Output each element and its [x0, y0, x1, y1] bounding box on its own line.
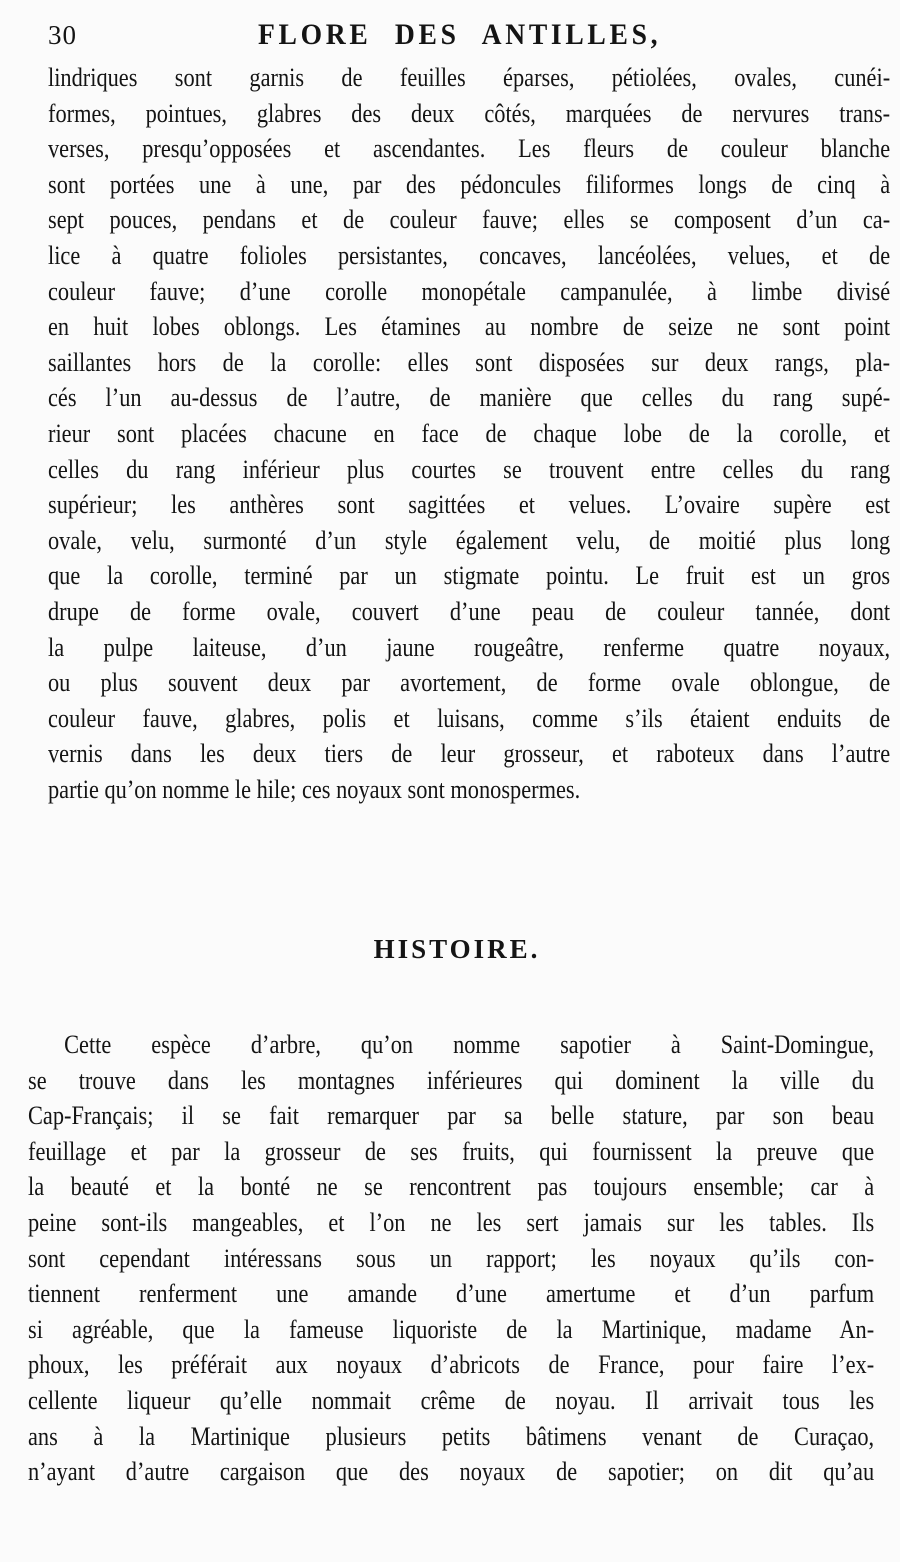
text-line: lindriques sont garnis de feuilles éparses, pétiolées, ovales, cunéi-	[48, 63, 891, 92]
text-line: ou plus souvent deux par avortement, de forme ovale oblongue, de	[48, 668, 891, 698]
text-line: phoux, les préférait aux noyaux d’abricots de France, pour faire l’ex-	[28, 1350, 875, 1380]
text-line: supérieur; les anthères sont sagittées et velues. L’ovaire supère est	[48, 490, 891, 520]
histoire-paragraph	[28, 1027, 874, 1490]
page-number: 30	[48, 20, 77, 50]
text-line: tiennent renferment une amande d’une amertume et d’un parfum	[28, 1279, 875, 1309]
text-line: se trouve dans les montagnes inférieures qui dominent la ville du	[28, 1065, 875, 1095]
text-line: cés l’un au-dessus de l’autre, de manière que celles du rang supé-	[48, 383, 891, 413]
text-line: si agréable, que la fameuse liquoriste de la Martinique, madame An-	[28, 1314, 875, 1344]
text-line: en huit lobes oblongs. Les étamines au nombre de seize ne sont point	[48, 312, 891, 342]
text-line: ovale, velu, surmonté d’un style également velu, de moitié plus long	[48, 525, 891, 555]
text-line: couleur fauve, glabres, polis et luisans, comme s’ils étaient enduits de	[48, 703, 891, 733]
text-line: la beauté et la bonté ne se rencontrent pas toujours ensemble; car à	[28, 1172, 875, 1202]
text-line: peine sont-ils mangeables, et l’on ne les sert jamais sur les tables. Ils	[28, 1207, 875, 1237]
text-line: Cette espèce d’arbre, qu’on nomme sapotier à Saint-Domingue,	[64, 1030, 875, 1059]
text-line: drupe de forme ovale, couvert d’une peau de couleur tannée, dont	[48, 596, 891, 626]
text-line: n’ayant d’autre cargaison que des noyaux de sapotier; on dit qu’au	[28, 1457, 875, 1487]
text-line: que la corolle, terminé par un stigmate pointu. Le fruit est un gros	[48, 561, 891, 591]
text-line: celles du rang inférieur plus courtes se trouvent entre celles du rang	[48, 454, 891, 484]
text-line: la pulpe laiteuse, d’un jaune rougeâtre, renferme quatre noyaux,	[48, 632, 891, 662]
text-line: vernis dans les deux tiers de leur grosseur, et raboteux dans l’autre	[48, 739, 891, 769]
description-paragraph	[48, 60, 890, 807]
text-line: sont cependant intéressans sous un rapport; les noyaux qu’ils con-	[28, 1243, 875, 1273]
text-line: rieur sont placées chacune en face de chaque lobe de la corolle, et	[48, 418, 891, 448]
text-line: partie qu’on nomme le hile; ces noyaux sont monospermes.	[48, 774, 581, 804]
running-head	[48, 14, 888, 54]
text-line: Cap-Français; il se fait remarquer par sa belle stature, par son beau	[28, 1101, 875, 1131]
text-line: sept pouces, pendans et de couleur fauve; elles se composent d’un ca-	[48, 205, 891, 235]
text-line: feuillage et par la grosseur de ses fruits, qui fournissent la preuve que	[28, 1136, 875, 1166]
text-line: ans à la Martinique plusieurs petits bâtimens venant de Curaçao,	[28, 1421, 875, 1451]
text-line: verses, presqu’opposées et ascendantes. Les fleurs de couleur blanche	[48, 134, 891, 164]
text-line: cellente liqueur qu’elle nommait crême de noyau. Il arrivait tous les	[28, 1385, 875, 1415]
text-line: sont portées une à une, par des pédoncules filiformes longs de cinq à	[48, 169, 891, 199]
text-line: formes, pointues, glabres des deux côtés, marquées de nervures trans-	[48, 98, 891, 128]
section-heading-histoire: HISTOIRE.	[373, 934, 541, 964]
text-line: saillantes hors de la corolle: elles sont disposées sur deux rangs, pla-	[48, 347, 891, 377]
text-line: lice à quatre folioles persistantes, concaves, lancéolées, velues, et de	[48, 240, 891, 270]
running-title: FLORE DES ANTILLES,	[258, 18, 662, 51]
text-line: couleur fauve; d’une corolle monopétale campanulée, à limbe divisé	[48, 276, 891, 306]
